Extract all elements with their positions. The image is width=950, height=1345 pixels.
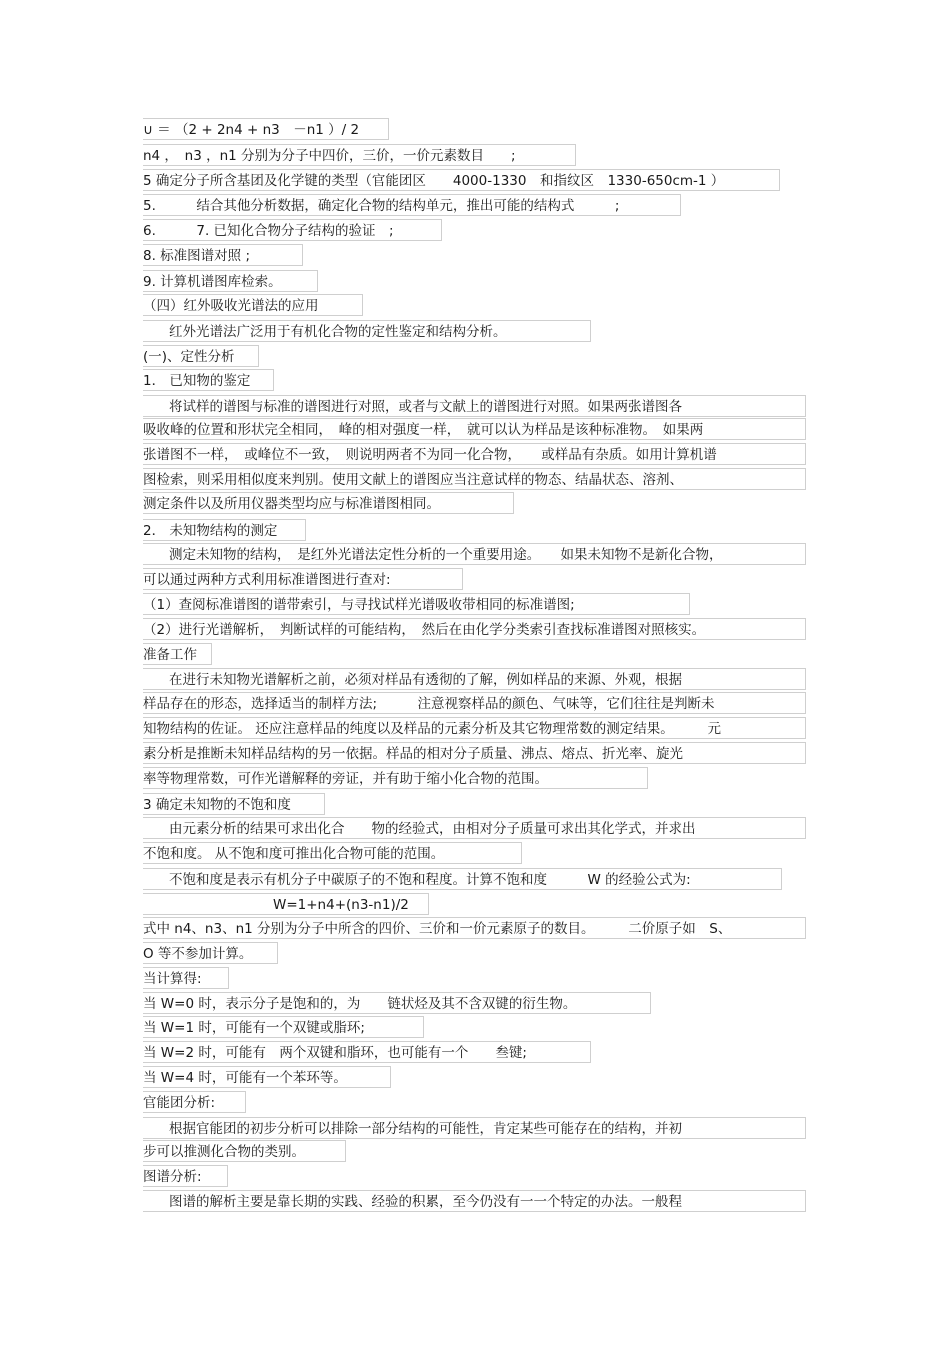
text-line: 5 确定分子所含基团及化学键的类型（官能团区 4000-1330 和指纹区 1330-650cm-1 ） (143, 169, 780, 191)
text-line: 6. 7. 已知化合物分子结构的验证 ; (143, 219, 442, 241)
text-line: 不饱和度。 从不饱和度可推出化合物可能的范围。 (143, 842, 522, 864)
text-line: n4 ， n3 ，n1 分别为分子中四价，三价，一价元素数目 ; (143, 144, 576, 166)
text-line: 知物结构的佐证。 还应注意样品的纯度以及样品的元素分析及其它物理常数的测定结果。 元 (143, 717, 806, 739)
text-line: （2）进行光谱解析， 判断试样的可能结构， 然后在由化学分类索引查找标准谱图对照核实。 (143, 618, 806, 640)
text-line: 素分析是推断未知样品结构的另一依据。样品的相对分子质量、沸点、熔点、折光率、旋光 (143, 742, 806, 764)
text-line: 当 W=0 时，表示分子是饱和的，为 链状烃及其不含双键的衍生物。 (143, 992, 651, 1014)
text-line: 5. 结合其他分析数据，确定化合物的结构单元，推出可能的结构式 ; (143, 194, 681, 216)
section-heading: 2． 未知物结构的测定 (143, 519, 306, 541)
formula-line: W=1+n4+(n3-n1)/2 (143, 893, 429, 915)
text-line: 当计算得: (143, 967, 229, 989)
text-line: 红外光谱法广泛用于有机化合物的定性鉴定和结构分析。 (143, 320, 591, 342)
section-heading: 官能团分析: (143, 1091, 246, 1113)
text-line: 测定未知物的结构， 是红外光谱法定性分析的一个重要用途。 如果未知物不是新化合物， (143, 543, 806, 565)
text-line: 当 W=2 时，可能有 两个双键和脂环，也可能有一个 叁键; (143, 1041, 591, 1063)
section-heading: 图谱分析: (143, 1165, 228, 1187)
text-line: 在进行未知物光谱解析之前，必须对样品有透彻的了解，例如样品的来源、外观，根据 (143, 668, 806, 690)
text-line: 吸收峰的位置和形状完全相同， 峰的相对强度一样， 就可以认为样品是该种标准物。 如果两 (143, 418, 806, 440)
section-heading: （四）红外吸收光谱法的应用 (143, 294, 363, 316)
text-line: 8. 标准图谱对照 ; (143, 244, 303, 266)
text-line: 图检索，则采用相似度来判别。使用文献上的谱图应当注意试样的物态、结晶状态、溶剂、 (143, 468, 806, 490)
section-heading: 1． 已知物的鉴定 (143, 369, 274, 391)
text-line: 式中 n4、n3、n1 分别为分子中所含的四价、三价和一价元素原子的数目。 二价原子如 S、 (143, 917, 806, 939)
text-line: 图谱的解析主要是靠长期的实践、经验的积累，至今仍没有一一个特定的办法。一般程 (143, 1190, 806, 1212)
text-line: O 等不参加计算。 (143, 942, 278, 964)
text-line: （1）查阅标准谱图的谱带索引，与寻找试样光谱吸收带相同的标准谱图; (143, 593, 690, 615)
text-line: 将试样的谱图与标准的谱图进行对照，或者与文献上的谱图进行对照。如果两张谱图各 (143, 395, 806, 417)
text-line: 步可以推测化合物的类别。 (143, 1140, 346, 1162)
text-line: 不饱和度是表示有机分子中碳原子的不饱和程度。计算不饱和度 W 的经验公式为: (143, 868, 782, 890)
text-line: 样品存在的形态，选择适当的制样方法; 注意视察样品的颜色、气味等，它们往往是判断未 (143, 692, 806, 714)
text-line: 率等物理常数，可作光谱解释的旁证，并有助于缩小化合物的范围。 (143, 767, 648, 789)
text-line: 测定条件以及所用仪器类型均应与标准谱图相同。 (143, 492, 514, 514)
section-heading: 3 确定未知物的不饱和度 (143, 793, 325, 815)
text-line: 张谱图不一样， 或峰位不一致， 则说明两者不为同一化合物， 或样品有杂质。如用计算机谱 (143, 443, 806, 465)
text-line: 当 W=1 时，可能有一个双键或脂环; (143, 1016, 424, 1038)
text-line: ∪ ＝ （2 + 2n4 + n3 －n1 ）/ 2 (143, 118, 389, 140)
section-heading: (一)、定性分析 (143, 345, 259, 367)
text-line: 可以通过两种方式利用标准谱图进行查对: (143, 568, 463, 590)
text-line: 根据官能团的初步分析可以排除一部分结构的可能性，肯定某些可能存在的结构，并初 (143, 1117, 806, 1139)
text-line: 由元素分析的结果可求出化合 物的经验式，由相对分子质量可求出其化学式，并求出 (143, 817, 806, 839)
text-line: 9. 计算机谱图库检索。 (143, 270, 318, 292)
text-line: 当 W=4 时，可能有一个苯环等。 (143, 1066, 391, 1088)
section-heading: 准备工作 (143, 643, 212, 665)
